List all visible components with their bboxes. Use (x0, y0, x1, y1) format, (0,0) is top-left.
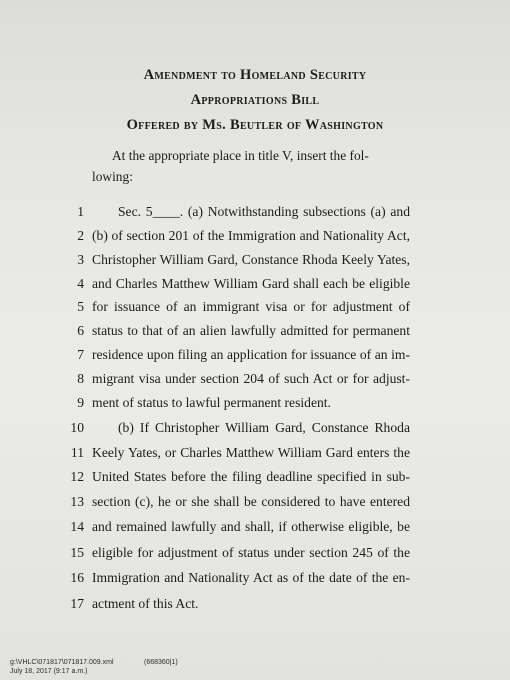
line-text: Immigration and Nationality Act as of the date of the en- (92, 570, 410, 585)
line-number: 4 (77, 276, 84, 291)
line-number: 12 (70, 469, 84, 484)
bill-line (0, 228, 510, 248)
bill-line (0, 494, 510, 514)
line-number: 5 (77, 299, 84, 314)
line-number: 3 (77, 252, 84, 267)
title-line-3: Offered by Ms. Beutler of Washington (126, 117, 384, 133)
line-number: 10 (70, 420, 84, 435)
line-number: 15 (70, 545, 84, 560)
intro-line-2: lowing: (92, 169, 133, 184)
line-number: 9 (77, 395, 84, 410)
line-text: (b) If Christopher William Gard, Constance Rhoda (118, 420, 410, 435)
bill-line (0, 570, 510, 590)
intro-line-1: At the appropriate place in title V, insert the fol- (112, 148, 369, 163)
line-text: Keely Yates, or Charles Matthew William Gard enters the (92, 445, 410, 460)
line-text: residence upon filing an application for issuance of an im- (92, 347, 410, 362)
footer-doc-code: (668360|1) (144, 659, 178, 666)
title-line-2: Appropriations Bill (190, 92, 320, 108)
bill-line (0, 252, 510, 272)
line-text: (b) of section 201 of the Immigration and Nationality Act, (92, 228, 410, 243)
line-number: 1 (77, 204, 84, 219)
line-number: 14 (70, 519, 84, 534)
bill-line (0, 545, 510, 565)
bill-line (0, 204, 510, 224)
line-text: United States before the filing deadline specified in sub- (92, 469, 410, 484)
line-text: and Charles Matthew William Gard shall each be eligible (92, 276, 410, 291)
footer-date: July 18, 2017 (9:17 a.m.) (10, 668, 88, 675)
bill-line (0, 347, 510, 367)
line-text: ment of status to lawful permanent resident. (92, 395, 331, 410)
line-text: Sec. 5____. (a) Notwithstanding subsections (a) and (118, 204, 410, 219)
line-text: Christopher William Gard, Constance Rhoda Keely Yates, (92, 252, 410, 267)
bill-line (0, 596, 510, 616)
line-number: 16 (70, 570, 84, 585)
line-text: eligible for adjustment of status under section 245 of the (92, 545, 410, 560)
line-number: 7 (77, 347, 84, 362)
line-number: 17 (70, 596, 84, 611)
bill-line (0, 371, 510, 391)
bill-line (0, 276, 510, 296)
bill-line (0, 323, 510, 343)
bill-line (0, 395, 510, 415)
line-number: 11 (70, 445, 84, 460)
line-number: 2 (77, 228, 84, 243)
line-number: 6 (77, 323, 84, 338)
bill-line (0, 469, 510, 489)
line-text: status to that of an alien lawfully admitted for permanent (92, 323, 410, 338)
bill-line (0, 420, 510, 440)
line-text: and remained lawfully and shall, if otherwise eligible, be (92, 519, 410, 534)
bill-line (0, 299, 510, 319)
bill-line (0, 519, 510, 539)
bill-line (0, 445, 510, 465)
line-text: for issuance of an immigrant visa or for adjustment of (92, 299, 410, 314)
line-number: 13 (70, 494, 84, 509)
title-line-1: Amendment to Homeland Security (143, 67, 367, 83)
line-number: 8 (77, 371, 84, 386)
footer-file-path: g:\VHLC\071817\071817.009.xml (10, 659, 114, 666)
line-text: section (c), he or she shall be considered to have entered (92, 494, 410, 509)
line-text: migrant visa under section 204 of such Act or for adjust- (92, 371, 410, 386)
line-text: actment of this Act. (92, 596, 199, 611)
